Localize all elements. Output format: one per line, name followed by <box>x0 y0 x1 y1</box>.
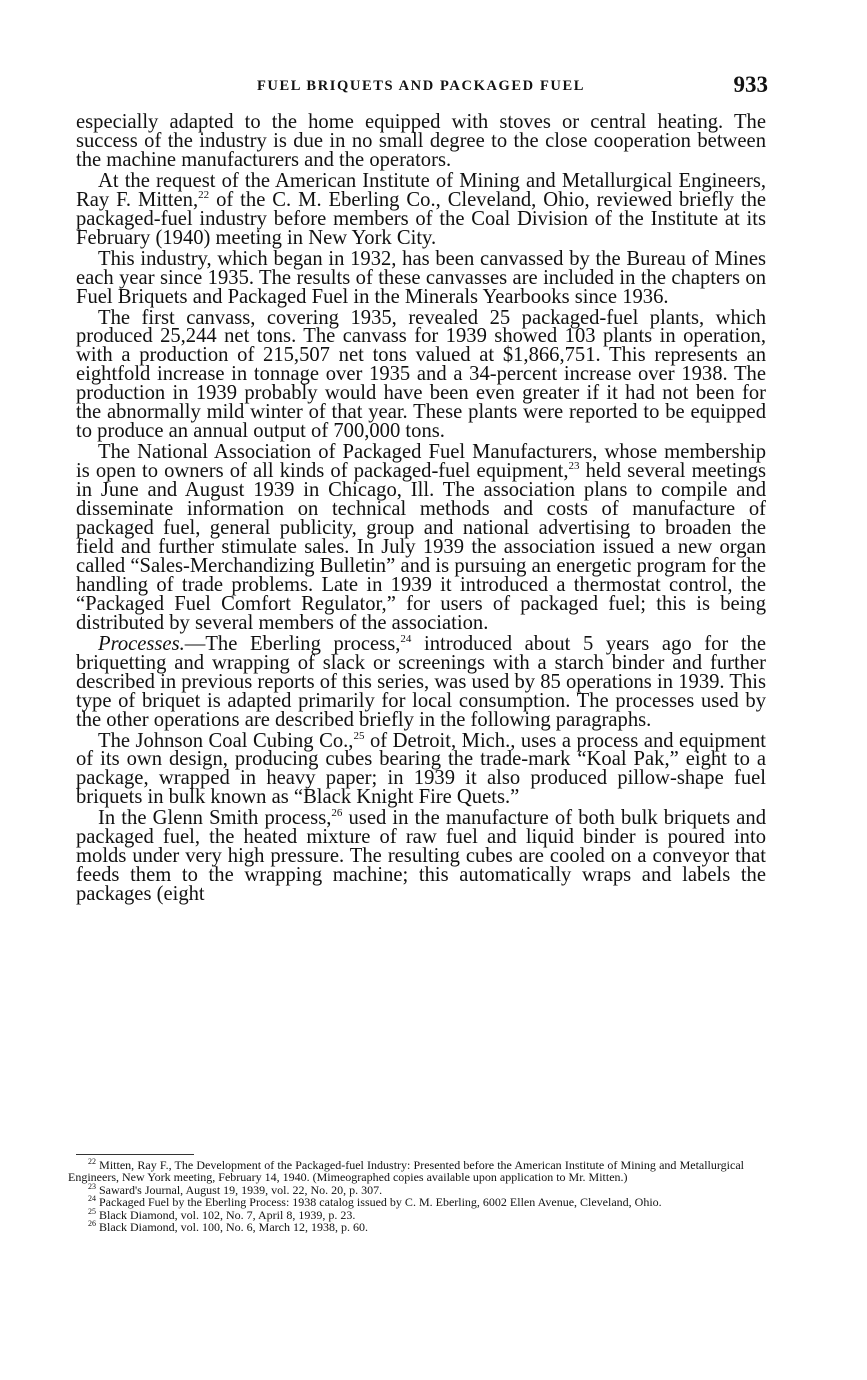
footnote-divider <box>76 1154 194 1155</box>
paragraph-text: of the C. M. Eberling Co., Cleveland, Ohio, reviewed briefly the packaged-fuel industry before members of the Coal Division of the Institute at its February (1940) meeting in New York City. <box>76 188 767 249</box>
paragraph-mitten-request <box>76 169 767 249</box>
footnote-reference: 24 <box>400 632 412 645</box>
paragraph-text: —The Eberling process, <box>184 632 401 655</box>
footnote-reference: 23 <box>568 460 580 473</box>
footnote-reference: 22 <box>198 188 210 201</box>
footnote-text: Packaged Fuel by the Eberling Process: 1938 catalog issued by C. M. Eberling, 6002 Ellen Avenue, Cleveland, Ohio. <box>96 1195 662 1210</box>
paragraph-industry-canvass <box>76 247 766 308</box>
paragraph-text: especially adapted to the home equipped with stoves or central heating. The success of the industry is due in no small degree to the close cooperation between the machine manufacturers and the operators. <box>76 111 766 171</box>
paragraph-text: In the Glenn Smith process, <box>98 807 332 830</box>
body-text <box>76 113 766 906</box>
running-title: FUEL BRIQUETS AND PACKAGED FUEL <box>256 78 586 94</box>
footnote-text: Black Diamond, vol. 100, No. 6, March 12, 1938, p. 60. <box>96 1220 368 1235</box>
footnote-number: 26 <box>88 1219 96 1229</box>
section-lead: Processes. <box>98 632 185 655</box>
paragraph-processes <box>76 632 766 731</box>
paragraph-text: The National Association of Packaged Fuel Manufacturers, whose membership is open to owners of all kinds of packaged-fuel equipment, <box>76 441 766 483</box>
paragraph-text: The Johnson Coal Cubing Co., <box>98 729 354 752</box>
running-head <box>74 72 768 104</box>
footnote-reference: 26 <box>331 807 343 820</box>
paragraph-johnson-coal <box>76 729 766 809</box>
footnote-number: 24 <box>88 1194 96 1204</box>
paragraph-production-figures <box>76 306 766 443</box>
paragraph-continuation <box>76 113 766 170</box>
paragraph-text: introduced about 5 years ago for the briquetting and wrapping of slack or screenings with a starch binder and further described in previous reports of this series, was used by 85 operations in 1939. This type of briquet is adapted primarily for local consumption. The processes used by the other operations are described briefly in the following paragraphs. <box>76 632 766 731</box>
paragraph-text: used in the manufacture of both bulk briquets and packaged fuel, the heated mixture of raw fuel and liquid binder is poured into molds under very high pressure. The resulting cubes are cooled on a conveyor that feeds them to the wrapping machine; this automatically wraps and labels the packages (eight <box>76 807 766 906</box>
paragraph-text: held several meetings in June and August 1939 in Chicago, Ill. The association plans to compile and disseminate information on technical methods and costs of manufacture of packaged fuel, general publicity, group and national advertising to broaden the field and further stimulate sales. In July 1939 the association issued a new organ called “Sales-Merchandizing Bulletin” and is pursuing an energetic program for the handling of trade problems. Late in 1939 it introduced a thermostat control, the “Packaged Fuel Comfort Regulator,” for users of packaged fuel; this is being distributed by several members of the association. <box>76 460 766 634</box>
footnote-number: 25 <box>88 1206 96 1216</box>
paragraph-text: This industry, which began in 1932, has been canvassed by the Bureau of Mines each year since 1935. The results of these canvasses are included in the chapters on Fuel Briquets and Packaged Fuel in the Minerals Yearbooks since 1936. <box>76 247 766 308</box>
paragraph-text: The first canvass, covering 1935, revealed 25 packaged-fuel plants, which produced 25,244 net tons. The canvass for 1939 showed 103 plants in operation, with a production of 215,507 net tons valued at $1,866,751. This represents an eightfold increase in tonnage over 1935 and a 34-percent increase over 1938. The production in 1939 probably would have been even greater if it had not been for the abnormally mild winter of that year. These plants were reported to be equipped to produce an annual output of 700,000 tons. <box>76 306 766 443</box>
paragraph-glenn-smith <box>76 809 766 904</box>
footnote-number: 23 <box>88 1181 96 1191</box>
footnote-number: 22 <box>88 1157 96 1166</box>
footnote <box>68 1159 744 1184</box>
footnote-text: Black Diamond, vol. 102, No. 7, April 8, 1939, p. 23. <box>96 1207 356 1222</box>
footnote <box>68 1221 744 1233</box>
footnote-text: Mitten, Ray F., The Development of the Packaged-fuel Industry: Presented before the American Institute of Mining and Metallurgical Engineers, New York meeting, February 14, 1940. (Mimeographed copies available upon application to Mr. Mitten.) <box>68 1158 744 1185</box>
paragraph-text: At the request of the American Institute of Mining and Metallurgical Engineers, Ray F. Mitten, <box>76 169 766 211</box>
footnotes <box>68 1159 744 1233</box>
footnote-reference: 25 <box>353 729 365 742</box>
footnote-text: Saward's Journal, August 19, 1939, vol. 22, No. 20, p. 307. <box>96 1182 383 1197</box>
paragraph-national-association <box>76 443 766 633</box>
page-number: 933 <box>733 72 768 97</box>
paragraph-text: of Detroit, Mich., uses a process and equipment of its own design, producing cubes bearing the trade-mark “Koal Pak,” eight to a package, wrapped in heavy paper; in 1939 it also produced pillow-shape fuel briquets in bulk known as “Black Knight Fire Quets.” <box>76 729 766 809</box>
